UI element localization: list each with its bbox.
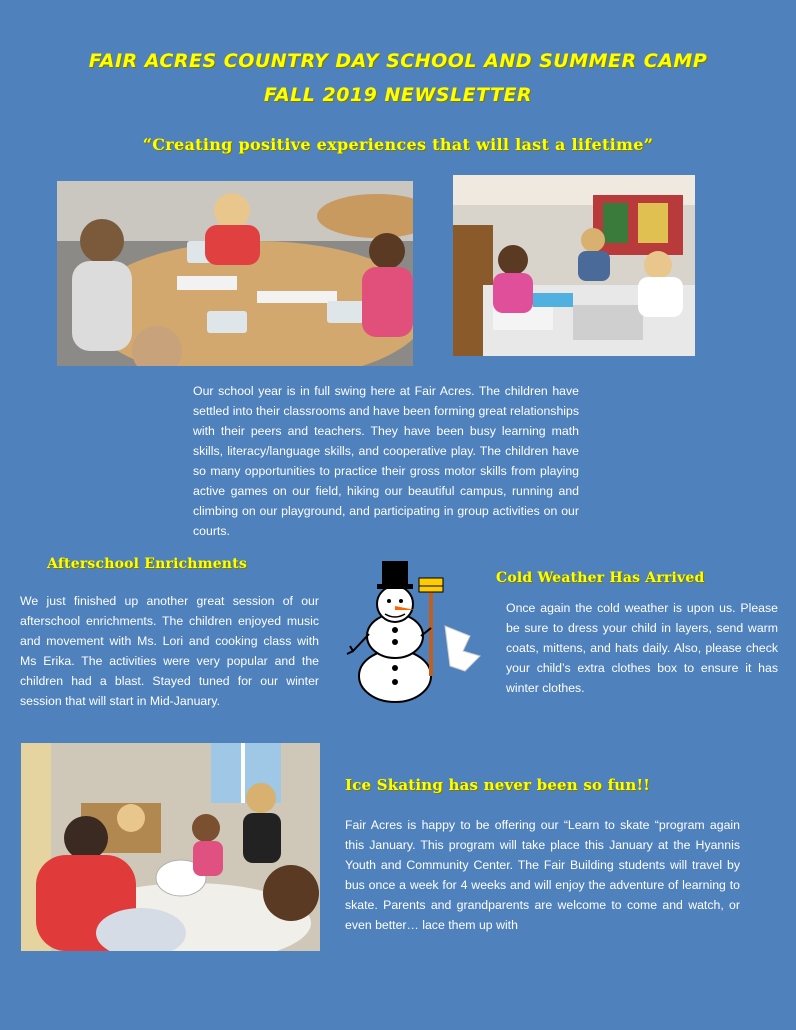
newsletter-title-line2: FALL 2019 NEWSLETTER [263,84,533,106]
cold-weather-paragraph: Once again the cold weather is upon us. Please be sure to dress your child in layers, send warm coats, mittens, and hats daily. Also, please check your child’s extra clothes box to ensure it has winter clothes. [506,601,778,695]
classroom-painting-photo [453,175,695,356]
ice-skating-heading: Ice Skating has never been so fun!! [345,776,651,794]
classroom-table-photo [57,181,413,366]
ice-skating-paragraph: Fair Acres is happy to be offering our “Learn to skate “program again this January. This program will take place this January at the Hyannis Youth and Community Center. The Fair Building students will travel by bus once a week for 4 weeks and will enjoy the adventure of learning to skate. Parents and grandparents are welcome to come and watch, or even better… lace them up with [345,818,740,932]
snowman-icon [345,556,485,706]
afterschool-heading: Afterschool Enrichments [47,556,247,572]
afterschool-paragraph: We just finished up another great session of our afterschool enrichments. The children enjoyed music and movement with Ms. Lori and cooking class with Ms Erika. The activities were very popular and the children had a blast. Stayed tuned for our winter session that will start in Mid-January. [20,594,319,708]
newsletter-title-line1: FAIR ACRES COUNTRY DAY SCHOOL AND SUMMER CAMP [88,50,708,72]
cooking-class-photo [21,743,320,951]
newsletter-tagline: “Creating positive experiences that will last a lifetime” [142,135,654,154]
cold-weather-heading: Cold Weather Has Arrived [496,570,705,586]
intro-paragraph: Our school year is in full swing here at Fair Acres. The children have settled into their classrooms and have been forming great relationships with their peers and teachers. They have been busy learning math skills, literacy/language skills, and cooperative play. The children have so many opportunities to practice their gross motor skills from playing active games on our field, hiking our beautiful campus, running and climbing on our playground, and participating in group activities on our courts. [193,384,579,538]
